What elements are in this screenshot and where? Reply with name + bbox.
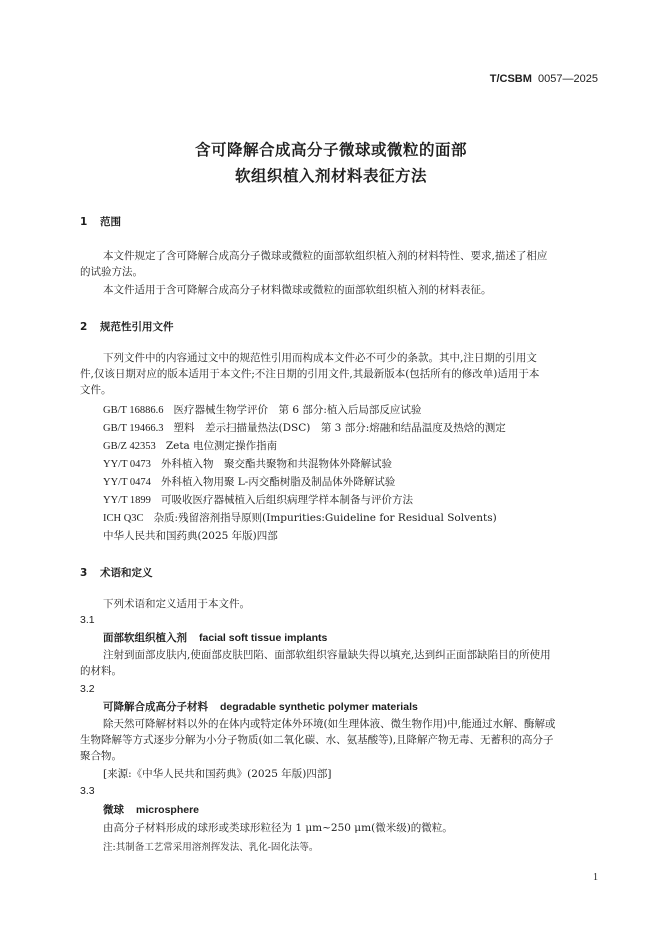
title-line-2: 软组织植入剂材料表征方法: [234, 167, 427, 185]
title-line-1: 含可降解合成高分子微球或微粒的面部: [194, 141, 467, 159]
reference-title: 外科植入物 聚交酯共聚物和共混物体外降解试验: [160, 458, 392, 470]
reference-title: 杂质:残留溶剂指导原则(Impurities:Guideline for Residual Solvents): [153, 512, 497, 524]
section-3-heading: [80, 565, 153, 580]
term-number: 3.2: [80, 683, 95, 695]
references-intro-line-2: 件,仅该日期对应的版本适用于本文件;不注日期的引用文件,其最新版本(包括所有的修改单)适用于本: [80, 368, 540, 380]
reference-item: [103, 456, 392, 471]
term-source: [来源:《中华人民共和国药典》(2025 年版)四部]: [103, 768, 332, 780]
term-definition-line-1: 除天然可降解材料以外的在体内或特定体外环境(如生理体液、微生物作用)中,能通过水解、酶解或: [103, 718, 556, 730]
term-definition-line-2: 的材料。: [80, 665, 122, 677]
reference-title: Zeta 电位测定操作指南: [165, 440, 278, 452]
standard-prefix: T/CSBM: [489, 73, 532, 85]
references-intro-line-3: 文件。: [80, 384, 112, 396]
scope-paragraph-1-line-1: 本文件规定了含可降解合成高分子微球或微粒的面部软组织植入剂的材料特性、要求,描述了相应: [103, 250, 548, 262]
reference-item: [103, 402, 421, 417]
section-title: 范围: [100, 216, 121, 228]
term-en: facial soft tissue implants: [199, 632, 328, 644]
reference-title: 中华人民共和国药典(2025 年版)四部: [103, 530, 278, 542]
term-note: 注:其制备工艺常采用溶剂挥发法、乳化-固化法等。: [103, 842, 319, 853]
reference-title: 外科植入物用聚 L-丙交酯树脂及制品体外降解试验: [160, 476, 396, 488]
reference-code: GB/T 16886.6: [103, 405, 164, 416]
standard-number: 0057—2025: [538, 73, 598, 85]
term-heading: [103, 699, 418, 714]
term-definition-line-2: 生物降解等方式逐步分解为小分子物质(如二氧化碳、水、氨基酸等),且降解产物无毒、无蓄积的高分子: [80, 734, 554, 746]
reference-item: [103, 528, 278, 543]
term-definition-line-3: 聚合物。: [80, 750, 122, 762]
term-en: microsphere: [136, 804, 200, 816]
reference-item: [103, 420, 506, 435]
term-definition-line-1: 注射到面部皮肤内,使面部皮肤凹陷、面部软组织容量缺失得以填充,达到纠正面部缺陷目的所使用: [103, 649, 551, 661]
reference-item: [103, 474, 395, 489]
reference-code: GB/T 19466.3: [103, 423, 164, 434]
term-number: 3.1: [80, 614, 95, 626]
section-1-heading: [80, 214, 121, 229]
term-definition: 由高分子材料形成的球形或类球形粒径为 1 μm~250 μm(微米级)的微粒。: [103, 822, 453, 834]
term-zh: 微球: [103, 804, 124, 816]
reference-code: GB/Z 42353: [103, 441, 156, 452]
term-zh: 可降解合成高分子材料: [103, 701, 208, 713]
terms-intro: 下列术语和定义适用于本文件。: [103, 598, 250, 610]
term-heading: [103, 630, 327, 645]
scope-paragraph-1-line-2: 的试验方法。: [80, 266, 143, 278]
section-title: 术语和定义: [100, 567, 153, 579]
section-title: 规范性引用文件: [100, 321, 174, 333]
section-number: 2: [80, 321, 88, 333]
reference-title: 可吸收医疗器械植入后组织病理学样本制备与评价方法: [160, 494, 413, 506]
section-2-heading: [80, 319, 174, 334]
section-number: 3: [80, 567, 88, 579]
reference-item: [103, 510, 497, 525]
standard-code: [490, 73, 598, 85]
reference-code: YY/T 1899: [103, 495, 151, 506]
term-zh: 面部软组织植入剂: [103, 632, 187, 644]
reference-title: 医疗器械生物学评价 第 6 部分:植入后局部反应试验: [173, 404, 422, 416]
term-heading: [103, 802, 199, 817]
term-en: degradable synthetic polymer materials: [220, 701, 418, 713]
reference-item: [103, 438, 277, 453]
term-number: 3.3: [80, 785, 95, 797]
reference-code: YY/T 0474: [103, 477, 151, 488]
section-number: 1: [80, 216, 88, 228]
reference-title: 塑料 差示扫描量热法(DSC) 第 3 部分:熔融和结晶温度及热焓的测定: [173, 422, 506, 434]
page-number: 1: [593, 872, 598, 883]
reference-code: YY/T 0473: [103, 459, 151, 470]
references-intro-line-1: 下列文件中的内容通过文中的规范性引用而构成本文件必不可少的条款。其中,注日期的引用文: [103, 352, 537, 364]
reference-item: [103, 492, 413, 507]
reference-code: ICH Q3C: [103, 513, 144, 524]
scope-paragraph-2: 本文件适用于含可降解合成高分子材料微球或微粒的面部软组织植入剂的材料表征。: [103, 284, 492, 296]
